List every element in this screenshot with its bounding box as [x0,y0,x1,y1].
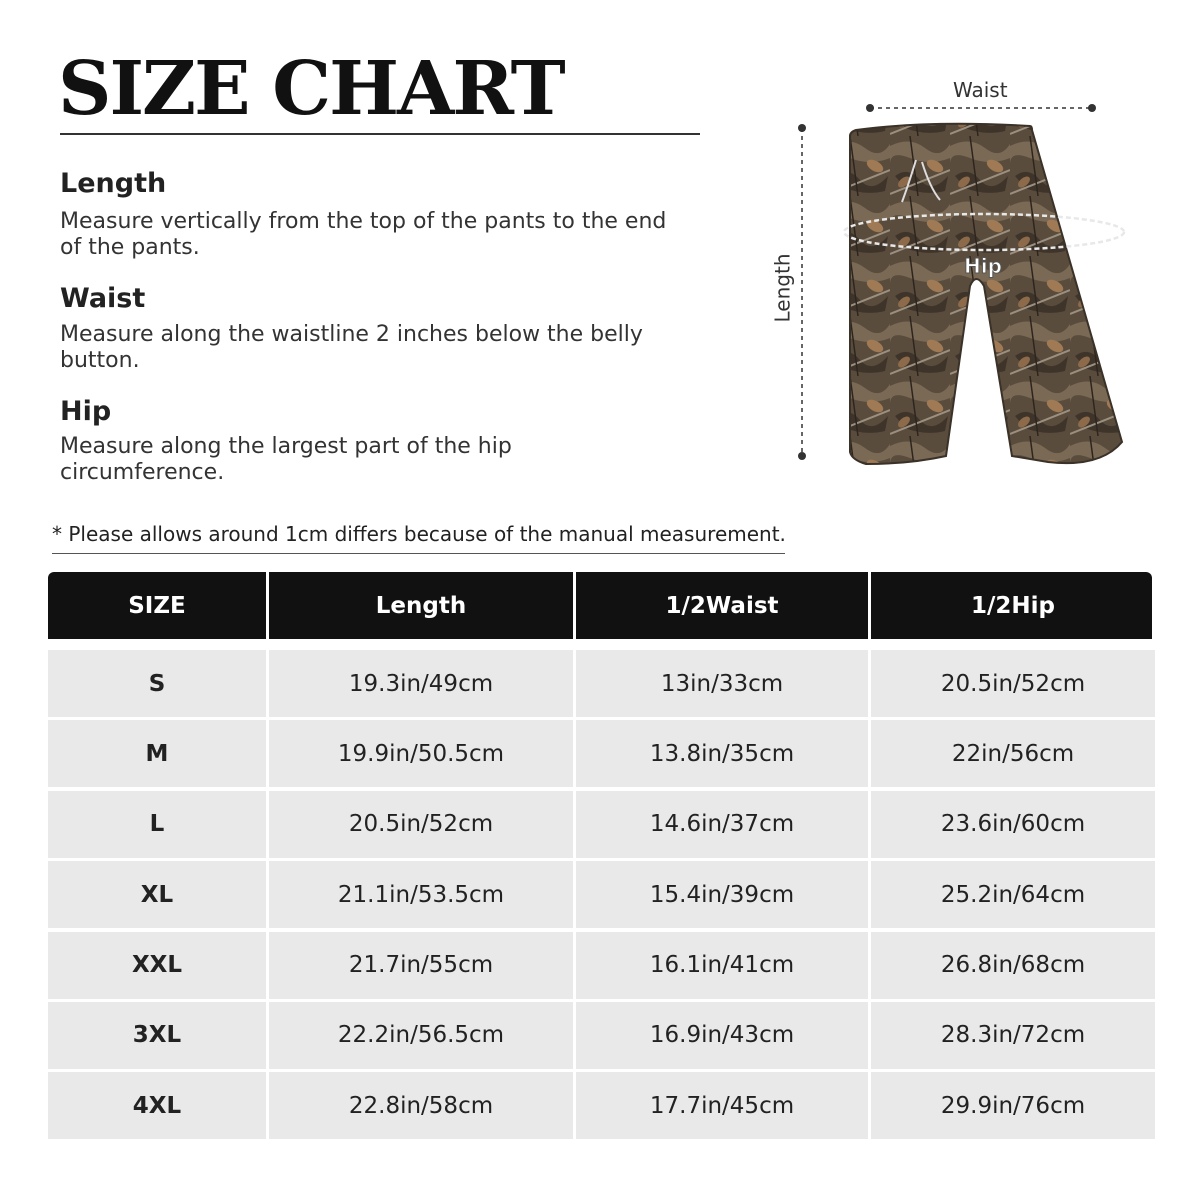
half-hip-cell: 28.3in/72cm [871,1002,1155,1069]
half-waist-cell: 16.1in/41cm [576,932,868,999]
size-cell: M [48,720,266,787]
hip-label: Hip [964,254,1002,278]
waist-description: Measure along the waistline 2 inches below the belly button. [60,322,643,373]
half-hip-cell: 22in/56cm [871,720,1155,787]
header-half-waist: 1/2Waist [576,572,868,639]
shorts-shape [850,124,1122,464]
waist-term: Waist [60,283,146,314]
length-description: Measure vertically from the top of the pants to the end of the pants. [60,209,667,260]
length-cell: 22.8in/58cm [269,1072,573,1139]
size-cell: XL [48,861,266,928]
size-cell: S [48,650,266,717]
header-half-hip: 1/2Hip [871,572,1155,639]
hip-description: Measure along the largest part of the hip circumference. [60,434,512,485]
header-length: Length [269,572,573,639]
length-term: Length [60,168,167,199]
table-row [48,861,1152,928]
shorts-illustration [770,76,1150,476]
measurement-note: * Please allows around 1cm differs because of the manual measurement. [52,522,786,546]
size-table [48,572,1152,1143]
size-cell: XXL [48,932,266,999]
size-cell: 3XL [48,1002,266,1069]
header-size: SIZE [128,592,186,619]
length-cell: 21.7in/55cm [269,932,573,999]
table-row [48,791,1152,858]
half-waist-cell: 15.4in/39cm [576,861,868,928]
table-row [48,1072,1152,1139]
length-cell: 19.9in/50.5cm [269,720,573,787]
length-cell: 22.2in/56.5cm [269,1002,573,1069]
half-hip-cell: 25.2in/64cm [871,861,1155,928]
half-hip-cell: 20.5in/52cm [871,650,1155,717]
length-cell: 20.5in/52cm [269,791,573,858]
page-title: SIZE CHART [58,46,564,132]
length-cell: 19.3in/49cm [269,650,573,717]
table-row [48,932,1152,999]
table-row [48,650,1152,717]
length-label: Length [770,253,795,323]
shorts-diagram [770,76,1150,476]
size-cell: L [48,791,266,858]
note-divider [52,553,785,554]
half-hip-cell: 26.8in/68cm [871,932,1155,999]
half-waist-cell: 17.7in/45cm [576,1072,868,1139]
length-cell: 21.1in/53.5cm [269,861,573,928]
half-waist-cell: 13.8in/35cm [576,720,868,787]
size-table-header [48,572,1152,639]
size-cell: 4XL [48,1072,266,1139]
half-waist-cell: 13in/33cm [576,650,868,717]
half-waist-cell: 16.9in/43cm [576,1002,868,1069]
hip-term: Hip [60,396,112,427]
half-hip-cell: 23.6in/60cm [871,791,1155,858]
title-divider [60,133,700,135]
waist-label: Waist [953,78,1008,102]
half-waist-cell: 14.6in/37cm [576,791,868,858]
half-hip-cell: 29.9in/76cm [871,1072,1155,1139]
table-row [48,1002,1152,1069]
size-table-body [48,650,1152,1139]
table-row [48,720,1152,787]
